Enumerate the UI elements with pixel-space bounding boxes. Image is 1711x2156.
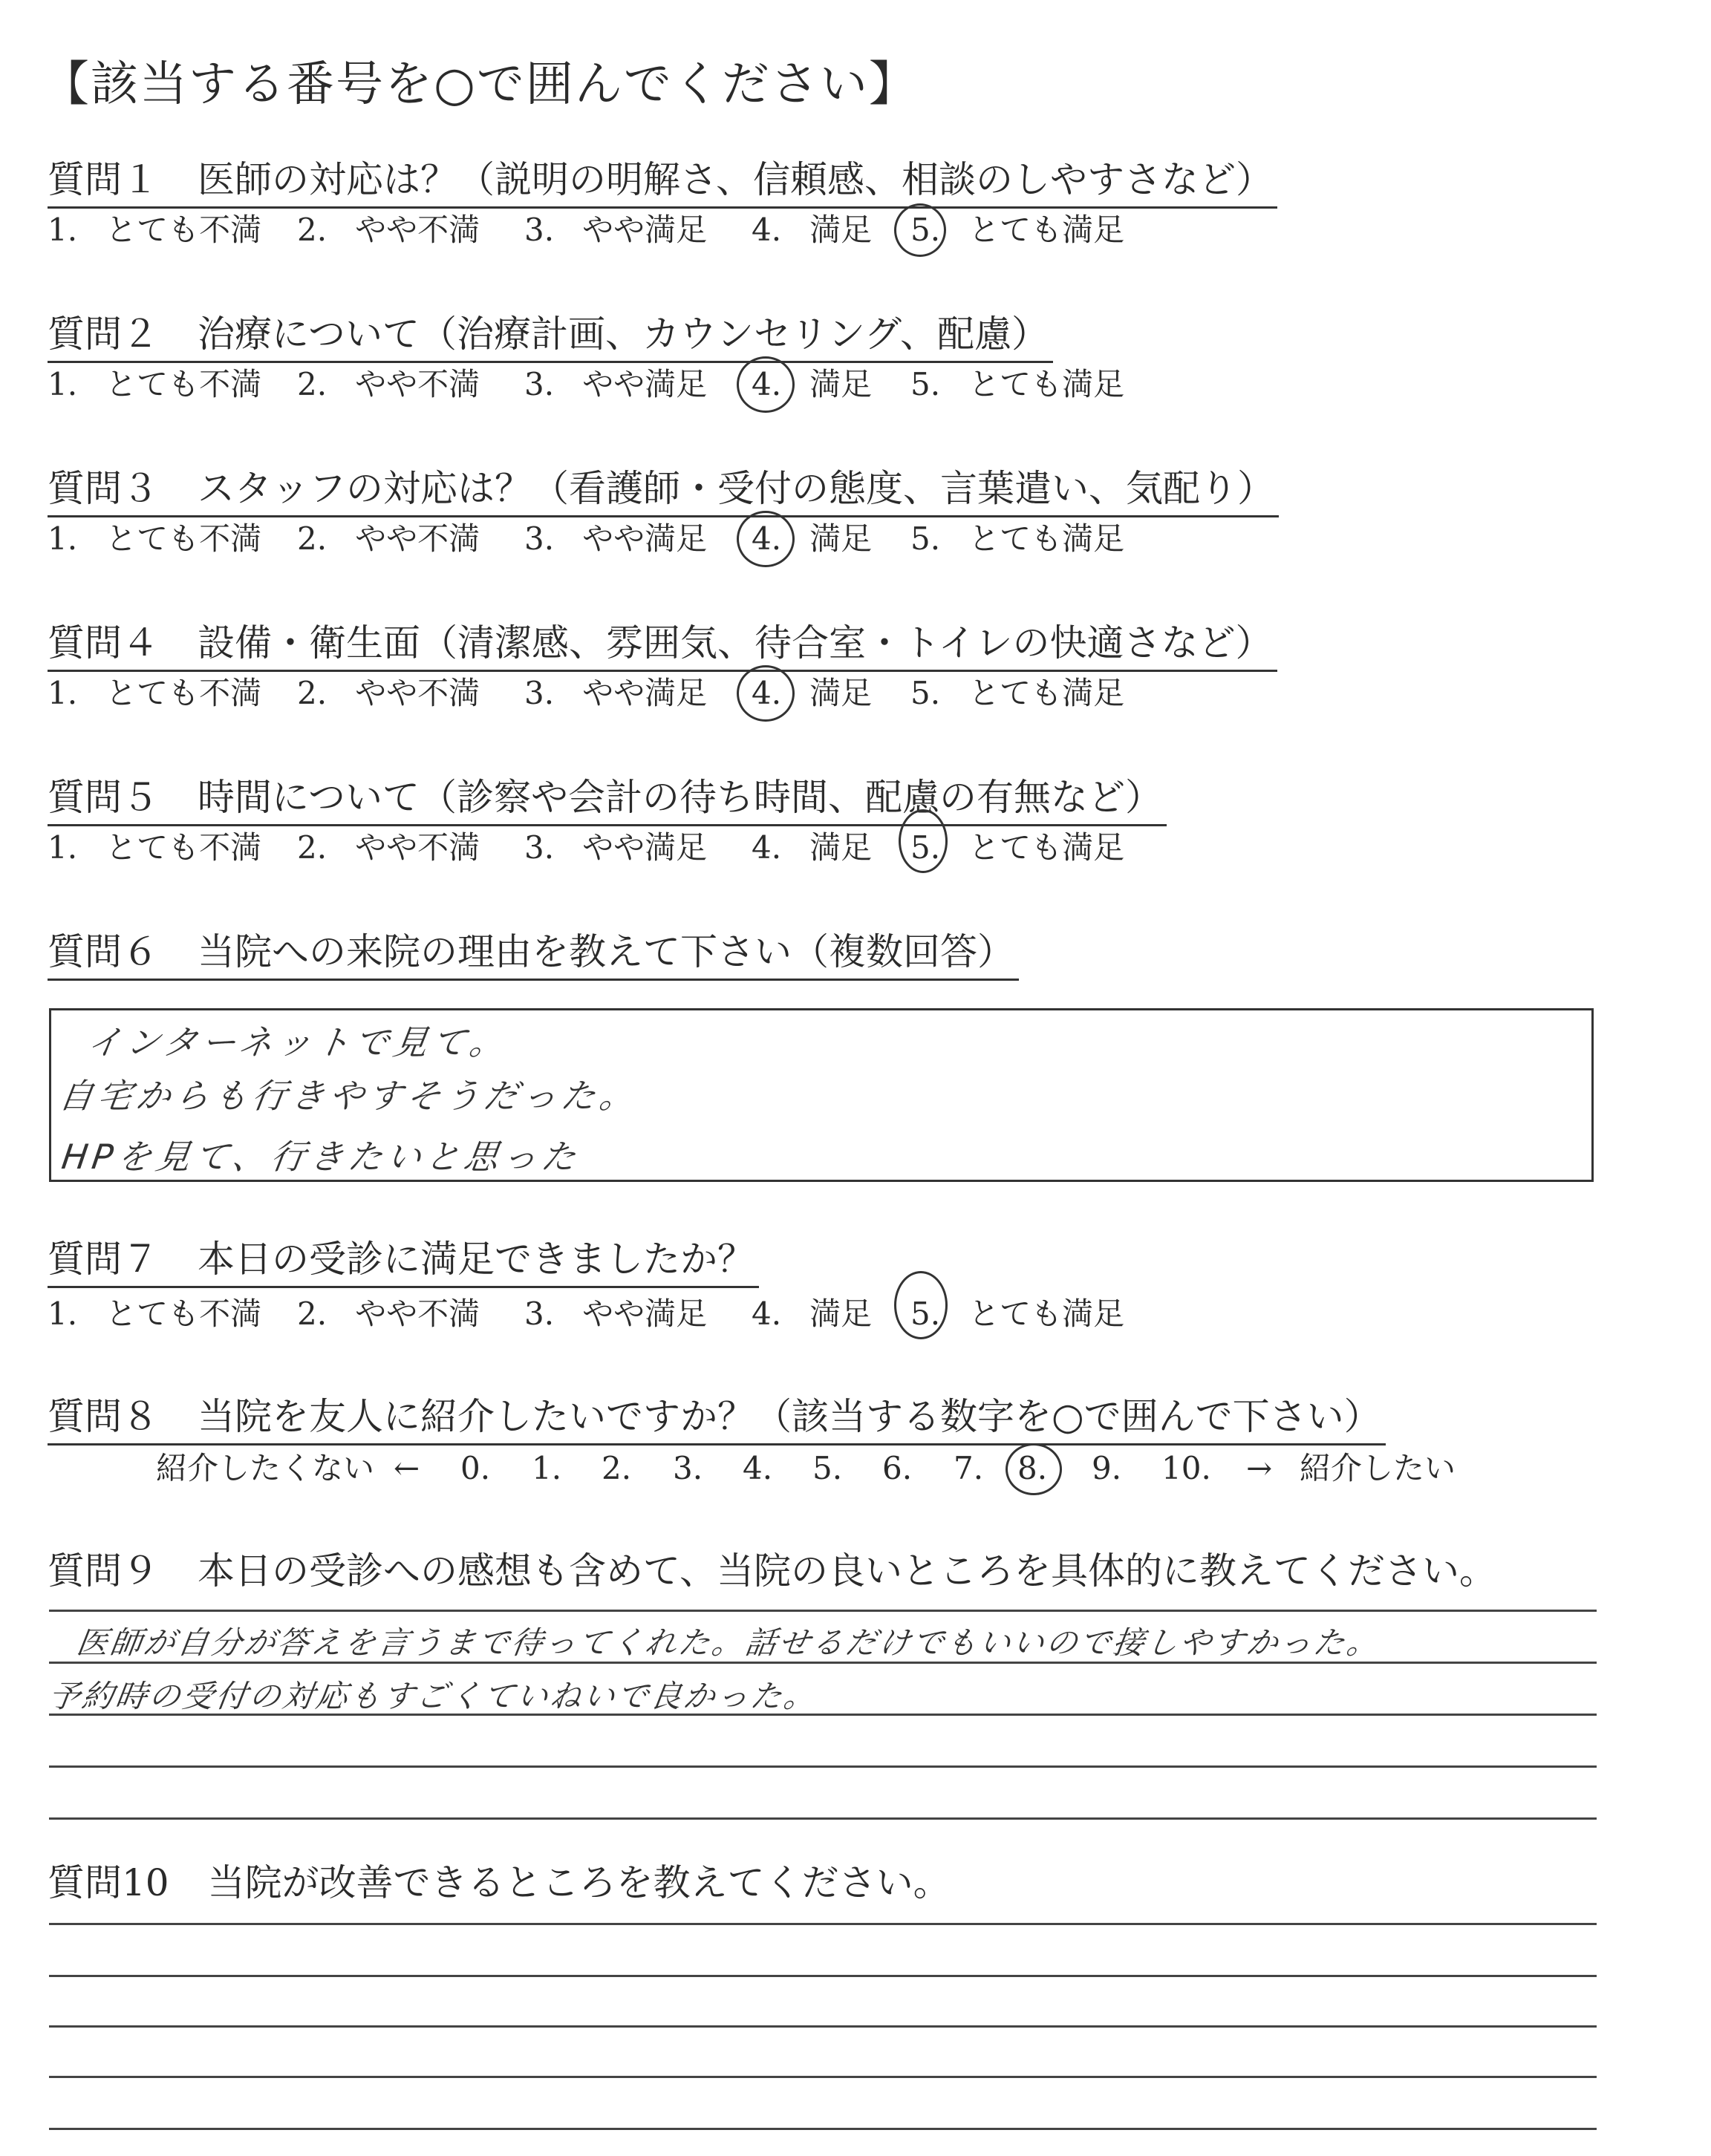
- option-label: 満足: [809, 675, 873, 711]
- left-arrow-icon: ←: [394, 1450, 420, 1486]
- option-number: 5.: [910, 212, 941, 248]
- option-number: 5.: [910, 829, 941, 866]
- question-7-title: [48, 1232, 759, 1288]
- scale-option[interactable]: 7.: [954, 1450, 984, 1486]
- scale-option[interactable]: 8.: [1017, 1450, 1048, 1486]
- scale-option[interactable]: 6.: [882, 1450, 913, 1486]
- option-label: 満足: [809, 1296, 873, 1332]
- option-4[interactable]: [752, 826, 872, 870]
- scale-option[interactable]: 4.: [743, 1450, 773, 1486]
- scale-option[interactable]: 3.: [673, 1450, 703, 1486]
- handwritten-answer-line: インターネットで見て。: [84, 1022, 512, 1062]
- answer-rule-line: [49, 2025, 1597, 2028]
- question-number: 質問１: [48, 158, 159, 201]
- question-number: 質問８: [48, 1395, 159, 1438]
- option-label: やや不満: [355, 675, 480, 711]
- option-5[interactable]: [910, 208, 1124, 252]
- option-label: とても満足: [968, 366, 1125, 402]
- scale-option[interactable]: 10.: [1161, 1450, 1211, 1486]
- option-1[interactable]: [48, 671, 261, 716]
- option-label: やや満足: [582, 366, 708, 402]
- option-number: 5.: [910, 520, 941, 557]
- option-4[interactable]: [752, 517, 872, 561]
- option-number: 2.: [297, 212, 327, 248]
- option-4[interactable]: [752, 1292, 872, 1336]
- handwritten-answer-line: 医師が自分が答えを言うまで待ってくれた。話せるだけでもいいので接しやすかった。: [74, 1624, 1384, 1661]
- question-number: 質問６: [48, 930, 159, 973]
- question-number: 質問２: [48, 313, 159, 356]
- option-label: とても不満: [105, 520, 262, 557]
- option-label: やや満足: [582, 212, 708, 248]
- question-9-title: [48, 1544, 1501, 1598]
- scale-left-label: 紹介したくない: [156, 1450, 375, 1486]
- handwritten-answer-line: 自宅からも行きやすそうだった。: [56, 1076, 642, 1116]
- option-3[interactable]: [524, 826, 707, 870]
- question-text: 医師の対応は？（説明の明解さ、信頼感、相談のしやすさなど）: [198, 158, 1273, 201]
- option-number: 2.: [297, 829, 327, 866]
- option-label: とても不満: [105, 829, 262, 866]
- option-number: 2.: [297, 1296, 327, 1332]
- question-3-title: [48, 462, 1279, 517]
- option-label: とても満足: [968, 212, 1125, 248]
- option-1[interactable]: [48, 517, 261, 561]
- question-text: 本日の受診への感想も含めて、当院の良いところを具体的に教えてください。: [198, 1549, 1496, 1592]
- question-8-title: [48, 1390, 1386, 1446]
- question-1-title: [48, 153, 1277, 209]
- question-number: 質問10: [48, 1861, 169, 1904]
- option-2[interactable]: [297, 1292, 480, 1336]
- scale-option[interactable]: 0.: [460, 1450, 491, 1486]
- question-6-title: [48, 925, 1019, 981]
- option-5[interactable]: [910, 671, 1124, 716]
- question-number: 質問９: [48, 1549, 159, 1592]
- option-3[interactable]: [524, 362, 707, 407]
- option-2[interactable]: [297, 362, 480, 407]
- question-number: 質問７: [48, 1238, 159, 1281]
- option-number: 5.: [910, 366, 941, 402]
- option-number: 3.: [524, 829, 555, 866]
- option-label: やや不満: [355, 520, 480, 557]
- option-number: 2.: [297, 366, 327, 402]
- question-text: スタッフの対応は？（看護師・受付の態度、言葉遣い、気配り）: [198, 467, 1274, 510]
- option-number: 3.: [524, 366, 555, 402]
- option-2[interactable]: [297, 671, 480, 716]
- option-5[interactable]: [910, 826, 1124, 870]
- option-label: 満足: [809, 829, 873, 866]
- answer-rule-line: [49, 1610, 1597, 1612]
- scale-option[interactable]: 5.: [812, 1450, 843, 1486]
- option-label: とても満足: [968, 1296, 1125, 1332]
- question-number: 質問３: [48, 467, 159, 510]
- option-3[interactable]: [524, 208, 707, 252]
- question-4-title: [48, 616, 1277, 672]
- option-label: やや不満: [355, 366, 480, 402]
- instruction-header: 【該当する番号を○で囲んでください】: [42, 57, 918, 112]
- option-number: 4.: [752, 829, 782, 866]
- question-5-title: [48, 771, 1167, 826]
- option-4[interactable]: [752, 671, 872, 716]
- option-label: とても満足: [968, 829, 1125, 866]
- option-number: 3.: [524, 1296, 555, 1332]
- answer-rule-line: [49, 1817, 1597, 1820]
- option-5[interactable]: [910, 1292, 1124, 1336]
- right-arrow-icon: →: [1246, 1450, 1273, 1486]
- option-number: 2.: [297, 520, 327, 557]
- option-number: 1.: [48, 1296, 78, 1332]
- option-label: やや不満: [355, 212, 480, 248]
- question-text: 治療について（治療計画、カウンセリング、配慮）: [198, 313, 1049, 356]
- option-2[interactable]: [297, 208, 480, 252]
- option-number: 1.: [48, 829, 78, 866]
- option-3[interactable]: [524, 517, 707, 561]
- option-3[interactable]: [524, 671, 707, 716]
- option-label: とても不満: [105, 212, 262, 248]
- answer-rule-line: [49, 1923, 1597, 1925]
- option-1[interactable]: [48, 208, 261, 252]
- option-number: 5.: [910, 675, 941, 711]
- option-label: やや満足: [582, 829, 708, 866]
- question-text: 当院を友人に紹介したいですか？（該当する数字を○で囲んで下さい）: [198, 1395, 1381, 1438]
- option-label: やや満足: [582, 675, 708, 711]
- question-text: 設備・衛生面（清潔感、雰囲気、待合室・トイレの快適さなど）: [198, 621, 1273, 664]
- option-2[interactable]: [297, 517, 480, 561]
- option-number: 1.: [48, 212, 78, 248]
- option-label: やや不満: [355, 1296, 480, 1332]
- handwritten-answer-line: 予約時の受付の対応もすごくていねいで良かった。: [46, 1678, 821, 1714]
- option-number: 4.: [752, 675, 782, 711]
- option-label: とても不満: [105, 366, 262, 402]
- option-3[interactable]: [524, 1292, 707, 1336]
- answer-rule-line: [49, 1975, 1597, 1977]
- question-text: 時間について（診察や会計の待ち時間、配慮の有無など）: [198, 776, 1162, 819]
- option-label: やや満足: [582, 520, 708, 557]
- scale-option[interactable]: 1.: [532, 1450, 562, 1486]
- option-number: 4.: [752, 366, 782, 402]
- question-number: 質問５: [48, 776, 159, 819]
- answer-rule-line: [49, 1765, 1597, 1768]
- option-number: 3.: [524, 675, 555, 711]
- option-label: やや満足: [582, 1296, 708, 1332]
- option-number: 3.: [524, 212, 555, 248]
- answer-rule-line: [49, 2128, 1597, 2130]
- option-5[interactable]: [910, 362, 1124, 407]
- option-1[interactable]: [48, 1292, 261, 1336]
- option-label: 満足: [809, 520, 873, 557]
- option-4[interactable]: [752, 362, 872, 407]
- option-label: とても不満: [105, 675, 262, 711]
- question-text: 本日の受診に満足できましたか？: [198, 1238, 755, 1281]
- option-number: 3.: [524, 520, 555, 557]
- option-5[interactable]: [910, 517, 1124, 561]
- option-2[interactable]: [297, 826, 480, 870]
- question-text: 当院が改善できるところを教えてください。: [207, 1861, 951, 1904]
- option-label: やや不満: [355, 829, 480, 866]
- question-text: 当院への来院の理由を教えて下さい（複数回答）: [198, 930, 1014, 973]
- question-10-title: [48, 1856, 955, 1910]
- option-label: とても満足: [968, 675, 1125, 711]
- answer-rule-line: [49, 2076, 1597, 2078]
- option-number: 4.: [752, 520, 782, 557]
- option-label: 満足: [809, 366, 873, 402]
- option-number: 5.: [910, 1296, 941, 1332]
- option-1[interactable]: [48, 362, 261, 407]
- option-number: 1.: [48, 366, 78, 402]
- option-number: 1.: [48, 675, 78, 711]
- option-number: 2.: [297, 675, 327, 711]
- option-1[interactable]: [48, 826, 261, 870]
- question-number: 質問４: [48, 621, 159, 664]
- scale-option[interactable]: 9.: [1092, 1450, 1122, 1486]
- option-label: とても不満: [105, 1296, 262, 1332]
- option-number: 4.: [752, 212, 782, 248]
- option-number: 1.: [48, 520, 78, 557]
- question-2-title: [48, 307, 1053, 363]
- option-number: 4.: [752, 1296, 782, 1332]
- scale-option[interactable]: 2.: [602, 1450, 632, 1486]
- option-label: 満足: [809, 212, 873, 248]
- option-4[interactable]: [752, 208, 872, 252]
- handwritten-answer-line: HPを見て、行きたいと思った: [59, 1137, 583, 1177]
- scale-right-label: 紹介したい: [1300, 1450, 1456, 1486]
- option-label: とても満足: [968, 520, 1125, 557]
